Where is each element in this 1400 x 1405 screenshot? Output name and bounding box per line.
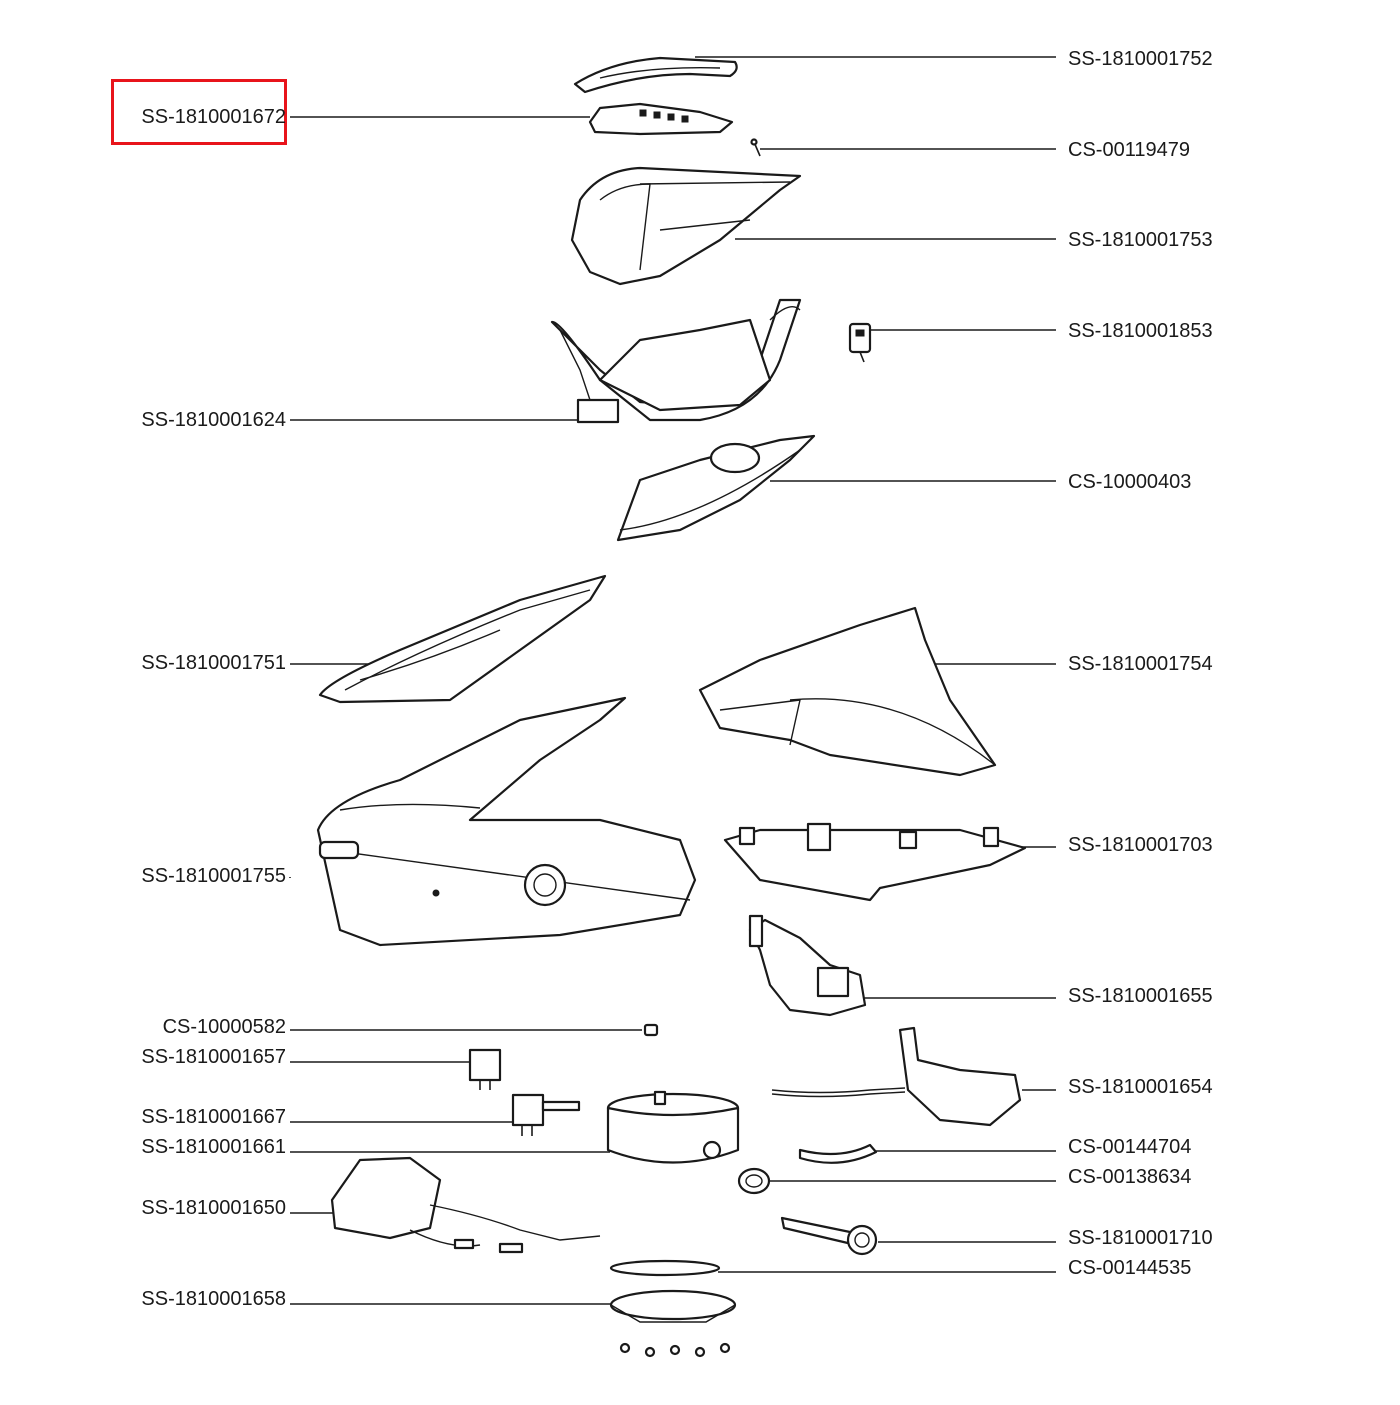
label-ss-1810001650: SS-1810001650 [141, 1197, 286, 1219]
label-ss-1810001661: SS-1810001661 [141, 1136, 286, 1158]
pump-hose-assembly-part [772, 1028, 1020, 1125]
label-ss-1810001658: SS-1810001658 [141, 1288, 286, 1310]
label-ss-1810001710: SS-1810001710 [1068, 1227, 1213, 1249]
label-ss-1810001657: SS-1810001657 [141, 1046, 286, 1068]
label-ss-1810001655: SS-1810001655 [1068, 985, 1213, 1007]
label-ss-1810001754: SS-1810001754 [1068, 653, 1213, 675]
label-ss-1810001753: SS-1810001753 [1068, 229, 1213, 251]
small-connector-part [645, 1025, 657, 1035]
label-cs-00138634: CS-00138634 [1068, 1166, 1192, 1188]
label-cs-00144535: CS-00144535 [1068, 1257, 1192, 1279]
screw-part [752, 140, 761, 157]
button-assembly-part [590, 104, 732, 134]
switch-part [470, 1050, 500, 1090]
label-ss-1810001624: SS-1810001624 [141, 409, 286, 431]
label-ss-1810001672: SS-1810001672 [141, 106, 286, 128]
label-ss-1810001752: SS-1810001752 [1068, 48, 1213, 70]
handle-shell-part [572, 168, 800, 284]
heating-element-base-part [611, 1291, 735, 1356]
label-ss-1810001703: SS-1810001703 [1068, 834, 1213, 856]
soleplate-part [618, 436, 814, 540]
label-ss-1810001751: SS-1810001751 [141, 652, 286, 674]
base-inner-frame-part [725, 824, 1025, 900]
boiler-part [608, 1092, 738, 1163]
internal-frame-part [552, 300, 800, 422]
label-cs-10000582: CS-10000582 [162, 1016, 286, 1038]
base-station-part [318, 698, 695, 945]
label-cs-00144704: CS-00144704 [1068, 1136, 1192, 1158]
handle-top-cover-part [575, 58, 737, 92]
label-ss-1810001654: SS-1810001654 [1068, 1076, 1213, 1098]
heel-rest-cover-part [700, 608, 995, 775]
seal-ring-part [739, 1169, 769, 1193]
cord-connector-part [850, 324, 870, 362]
label-cs-10000403: CS-10000403 [1068, 471, 1192, 493]
anti-scale-valve-part [782, 1218, 876, 1254]
label-ss-1810001755: SS-1810001755 [141, 865, 286, 887]
base-top-cover-part [320, 576, 605, 702]
valve-assembly-part [750, 916, 865, 1015]
gasket-part [611, 1261, 719, 1275]
label-cs-00119479: CS-00119479 [1068, 139, 1190, 161]
label-ss-1810001667: SS-1810001667 [141, 1106, 286, 1128]
potentiometer-part [513, 1095, 579, 1136]
pcb-wiring-part [332, 1158, 600, 1252]
small-tube-part [800, 1145, 876, 1163]
screws-part [621, 1344, 729, 1356]
label-ss-1810001853: SS-1810001853 [1068, 320, 1213, 342]
